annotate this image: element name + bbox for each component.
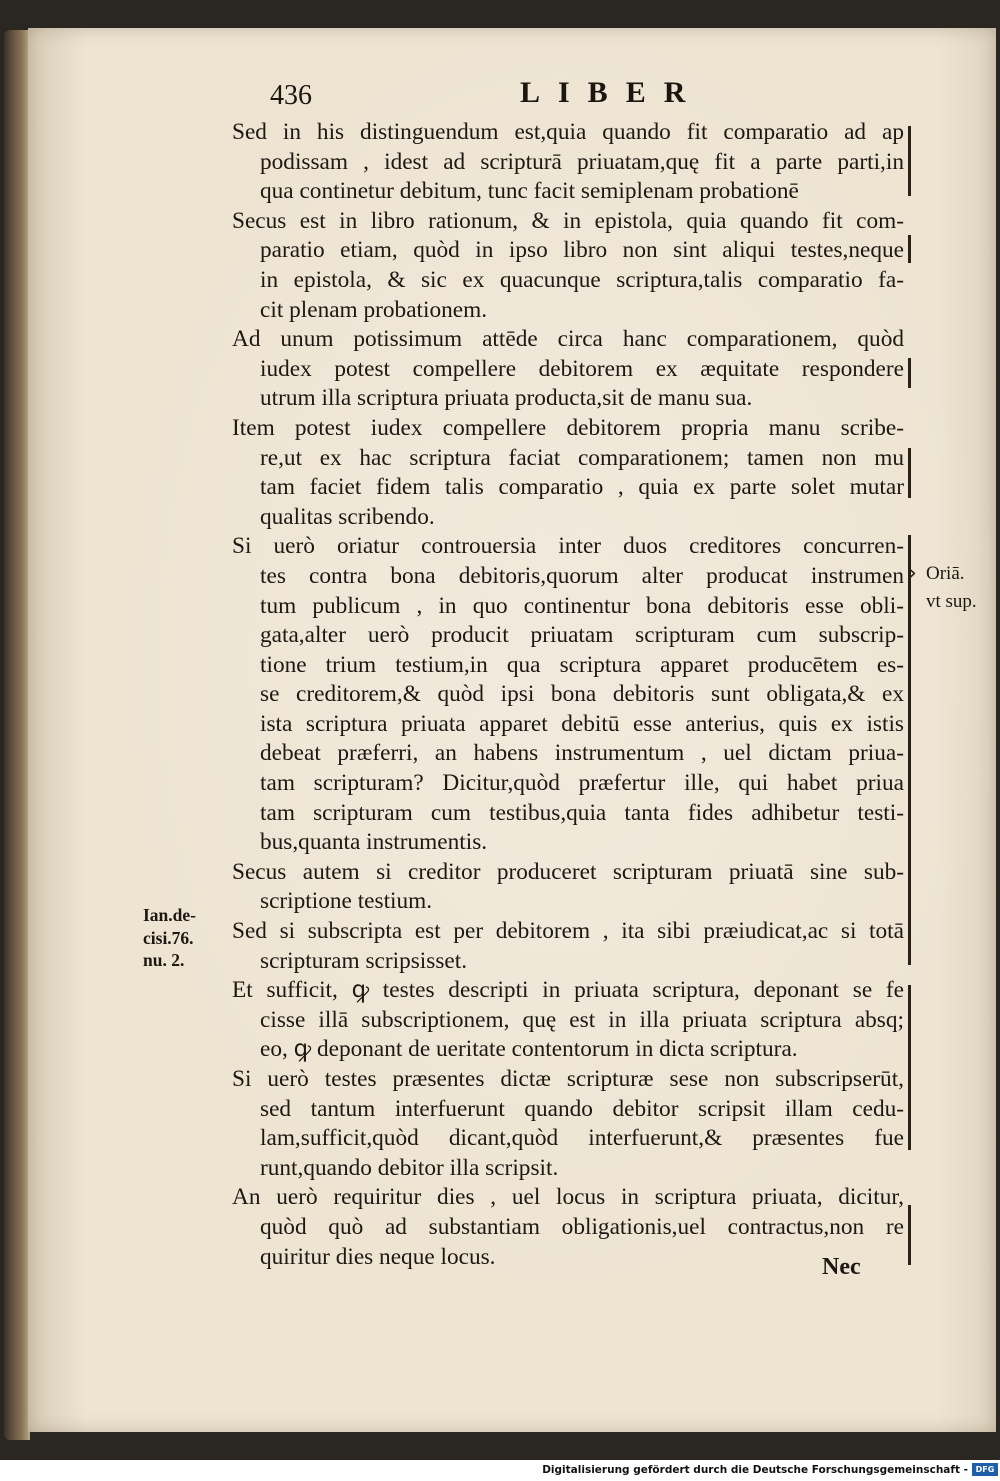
margin-note-line: nu. 2. xyxy=(143,950,185,970)
paragraph-9 xyxy=(232,1065,904,1183)
paragraph-3 xyxy=(232,325,904,414)
margin-rule xyxy=(908,126,911,196)
text-line: iudex potest compellere debitorem ex æquitate respondere xyxy=(260,355,904,382)
text-line: Item potest iudex compellere debitorem propria manu scribe- xyxy=(232,414,904,441)
text-line: scripturam scripsisset. xyxy=(260,947,468,974)
margin-note-line: cisi.76. xyxy=(143,927,194,948)
text-line: utrum illa scriptura priuata producta,sit de manu sua. xyxy=(260,385,753,412)
dfg-logo-icon: DFG xyxy=(972,1463,998,1476)
main-text-block xyxy=(232,118,904,1272)
text-line: tam faciet fidem talis comparatio , quia ex parte solet mutar xyxy=(260,474,904,501)
text-line: Sed si subscripta est per debitorem , ita sibi præiudicat,ac si totā xyxy=(232,918,904,945)
margin-note-line: Ian.de- xyxy=(143,905,196,925)
text-line: Si uerò testes præsentes dictæ scripturæ sese non subscripserūt, xyxy=(232,1066,904,1092)
text-line: An uerò requiritur dies , uel locus in scriptura priuata, dicitur, xyxy=(232,1184,904,1211)
text-line: Secus autem si creditor produceret scripturam priuatā sine sub- xyxy=(232,858,904,885)
margin-rule xyxy=(908,448,911,498)
catchword: Nec xyxy=(822,1254,861,1280)
text-line: Ad unum potissimum attēde circa hanc comparationem, quòd xyxy=(232,326,904,353)
text-line: qua continetur debitum, tunc facit semiplenam probationē xyxy=(260,178,799,205)
book-spine xyxy=(4,30,30,1440)
margin-note-right xyxy=(926,560,996,616)
text-line: tione trium testium,in qua scriptura apparet producētem es- xyxy=(260,651,904,678)
footer-bar xyxy=(0,1460,1000,1481)
text-line: Et sufficit, ꝙ testes descripti in priuata scriptura, deponant se fe xyxy=(232,977,904,1004)
text-line: paratio etiam, quòd in ipso libro non sint aliqui testes,neque xyxy=(260,237,904,264)
text-line: re,ut ex hac scriptura faciat comparationem; tamen non mu xyxy=(260,444,904,471)
text-line: scriptione testium. xyxy=(260,888,433,915)
text-line: tum publicum , in quo continentur bona debitoris esse obli- xyxy=(260,592,904,619)
paragraph-7 xyxy=(232,917,904,976)
text-line: runt,quando debitor illa scripsit. xyxy=(260,1154,559,1181)
paragraph-6 xyxy=(232,858,904,917)
margin-note-line: vt sup. xyxy=(926,591,977,612)
text-line: se creditorem,& quòd ipsi bona debitoris sunt obligata,& ex xyxy=(260,681,904,708)
text-line: cit plenam probationem. xyxy=(260,296,488,323)
text-line: qualitas scribendo. xyxy=(260,503,435,530)
bracket-marker: › xyxy=(908,561,917,586)
text-line: Secus est in libro rationum, & in epistola, quia quando fit com- xyxy=(232,207,904,234)
text-line: gata,alter uerò producit priuatam scripturam cum subscrip- xyxy=(260,622,904,649)
paragraph-4 xyxy=(232,414,904,532)
margin-rule xyxy=(908,985,911,1150)
text-line: cisse illā subscriptionem, quę est in illa priuata scriptura absq; xyxy=(260,1006,904,1033)
margin-rule xyxy=(908,535,911,965)
paragraph-8 xyxy=(232,976,904,1065)
text-line: Sed in his distinguendum est,quia quando fit comparatio ad ap xyxy=(232,119,904,145)
margin-rule xyxy=(908,1205,911,1265)
text-line: podissam , idest ad scripturā priuatam,quę fit a parte parti,in xyxy=(260,148,904,175)
text-line: eo, ꝙ deponant de ueritate contentorum in dicta scriptura. xyxy=(260,1036,798,1063)
text-line: in epistola, & sic ex quacunque scriptura,talis comparatio fa- xyxy=(260,266,904,293)
funding-credit: Digitalisierung gefördert durch die Deutsche Forschungsgemeinschaft - xyxy=(542,1464,968,1476)
running-title: LIBER xyxy=(520,76,704,109)
paragraph-2 xyxy=(232,207,904,325)
paragraph-10 xyxy=(232,1183,904,1272)
paragraph-5 xyxy=(232,532,904,858)
text-line: lam,sufficit,quòd dicant,quòd interfuerunt,& præsentes fue xyxy=(260,1125,904,1152)
paragraph-1 xyxy=(232,118,904,207)
text-line: tes contra bona debitoris,quorum alter producat instrumen xyxy=(260,562,904,589)
text-line: tam scripturam cum testibus,quia tanta fides adhibetur testi- xyxy=(260,799,904,826)
text-line: tam scripturam? Dicitur,quòd præfertur ille, qui habet priua xyxy=(260,770,904,797)
margin-note-line: Oriā. xyxy=(926,563,965,584)
margin-rule xyxy=(908,358,911,388)
page-header xyxy=(238,70,918,114)
text-line: sed tantum interfuerunt quando debitor scripsit illam cedu- xyxy=(260,1095,904,1122)
text-line: Si uerò oriatur controuersia inter duos creditores concurren- xyxy=(232,533,904,560)
text-line: quiritur dies neque locus. xyxy=(260,1243,496,1270)
margin-rule xyxy=(908,235,911,263)
text-line: bus,quanta instrumentis. xyxy=(260,829,488,856)
text-line: quòd quò ad substantiam obligationis,uel contractus,non re xyxy=(260,1213,904,1240)
text-line: ista scriptura priuata apparet debitū esse anterius, quis ex istis xyxy=(260,710,904,737)
margin-note-left xyxy=(143,904,227,972)
page-number: 436 xyxy=(270,80,312,111)
text-line: debeat præferri, an habens instrumentum , uel dictam priua- xyxy=(260,740,904,767)
